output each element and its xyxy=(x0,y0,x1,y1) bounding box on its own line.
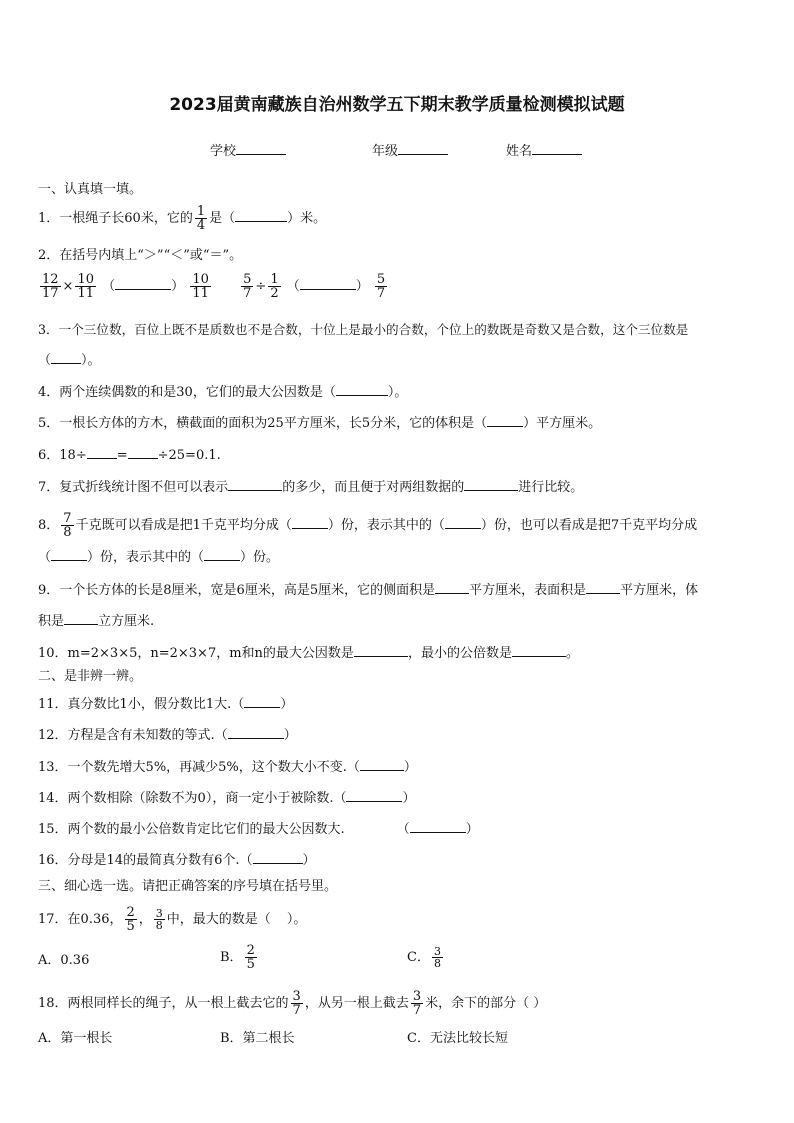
section-1-heading: 一、认真填一填。 xyxy=(38,182,143,197)
q18-option-b[interactable]: B．第二根长 xyxy=(220,1031,295,1046)
question-2: 2．在括号内填上“＞”“＜”或“＝”。 xyxy=(38,248,243,263)
q17-option-a[interactable]: A．0.36 xyxy=(38,953,90,968)
question-8: 8． $\frac{7}{8}$ 千克既可以看成是把1千克平均分成（ ）份，表示其中的（ ）份，也可以看成是把7千克平均分成 xyxy=(38,511,698,540)
question-7: 7．复式折线统计图不但可以表示 的多少，而且便于对两组数据的 进行比较。 xyxy=(38,480,584,495)
answer-blank[interactable] xyxy=(235,210,287,222)
section-2-heading: 二、是非辨一辨。 xyxy=(38,669,143,684)
grade-field[interactable]: 年级 xyxy=(372,140,448,159)
question-2-expressions: $\frac{12}{17}$ × $\frac{10}{11}$ （ ） $\frac{10}{11}$ $\frac{5}{7}$ ÷ $\frac{1}{2}$ （ ） $\frac{5}{7}$ xyxy=(42,272,386,301)
q18-option-c[interactable]: C．无法比较长短 xyxy=(407,1031,508,1046)
question-1: 1．一根绳子长60米，它的 $\frac{1}{4}$ 是（ ）米。 xyxy=(38,204,327,233)
name-field[interactable]: 姓名 xyxy=(506,140,582,159)
question-5: 5．一根长方体的方木，横截面的面积为25平方厘米，长5分米，它的体积是（ ）平方厘米。 xyxy=(38,416,602,431)
question-12: 12．方程是含有未知数的等式.（ ） xyxy=(38,728,297,743)
question-6: 6．18÷ = ÷25=0.1. xyxy=(38,448,221,463)
question-3: 3．一个三位数，百位上既不是质数也不是合数，十位上是最小的合数，个位上的数既是奇数又是合数，这个三位数是 xyxy=(38,322,689,337)
question-11: 11．真分数比1小，假分数比1大.（ ） xyxy=(38,697,294,712)
question-17: 17．在0.36， $\frac{2}{5}$ ， $\frac{3}{8}$ 中，最大的数是（ ）。 xyxy=(38,905,307,934)
compare-blank-2[interactable] xyxy=(300,278,356,290)
section-3-heading: 三、细心选一选。请把正确答案的序号填在括号里。 xyxy=(38,879,338,894)
compare-blank-1[interactable] xyxy=(115,278,171,290)
question-15: 15．两个数的最小公倍数肯定比它们的最大公因数大. （ ） xyxy=(38,822,479,837)
question-14: 14．两个数相除（除数不为0），商一定小于被除数.（ ） xyxy=(38,791,416,806)
question-4: 4．两个连续偶数的和是30，它们的最大公因数是（ ）。 xyxy=(38,385,408,400)
question-10: 10．m=2×3×5，n=2×3×7，m和n的最大公因数是 ，最小的公倍数是 。 xyxy=(38,646,579,661)
school-field[interactable]: 学校 xyxy=(210,140,286,159)
fraction: $\frac{1}{4}$ xyxy=(196,204,206,233)
question-9-cont: 积是 立方厘米. xyxy=(38,614,155,629)
page-title: 2023届黄南藏族自治州数学五下期末教学质量检测模拟试题 xyxy=(169,95,625,115)
q18-option-a[interactable]: A．第一根长 xyxy=(38,1031,113,1046)
q17-option-c[interactable]: C． $\frac{3}{8}$ xyxy=(407,945,441,970)
question-18: 18．两根同样长的绳子，从一根上截去它的 $\frac{3}{7}$ ，从另一根上截去 $\frac{3}{7}$ 米，余下的部分（ ） xyxy=(38,989,547,1018)
question-13: 13．一个数先增大5%，再减少5%，这个数大小不变.（ ） xyxy=(38,760,417,775)
q17-option-b[interactable]: B． $\frac{2}{5}$ xyxy=(220,943,255,972)
question-16: 16．分母是14的最简真分数有6个.（ ） xyxy=(38,853,316,868)
question-3-cont: （ ）。 xyxy=(38,353,101,368)
question-8-cont: （ ）份，表示其中的（ ）份。 xyxy=(38,550,280,565)
question-9: 9．一个长方体的长是8厘米，宽是6厘米，高是5厘米，它的侧面积是 平方厘米，表面积是 平方厘米，体 xyxy=(38,583,699,598)
